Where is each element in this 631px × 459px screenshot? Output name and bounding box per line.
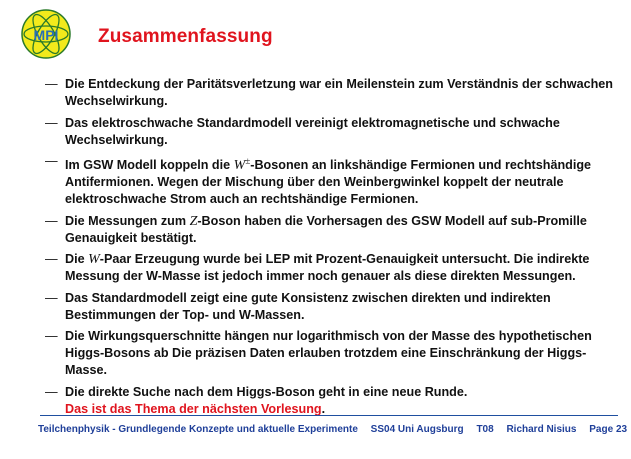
bullet-item xyxy=(45,76,615,110)
bullet-text-post: -Bosonen an linkshändige Fermionen und rechtshändige Antifermionen. Wegen der Mischung über den Weinbergwinkel koppelt der neutrale elektroschwache Strom auch an rechtshändige Fermionen. xyxy=(65,158,592,206)
bullet-item xyxy=(45,153,615,208)
dash-marker: — xyxy=(45,290,58,305)
dash-marker: — xyxy=(45,384,58,399)
dash-marker: — xyxy=(45,252,58,266)
svg-text:MPI: MPI xyxy=(33,27,59,43)
bullet-text: Das elektroschwache Standardmodell vereinigt elektromagnetische und schwache Wechselwirkung. xyxy=(65,115,560,147)
footer-author: Richard Nisius xyxy=(506,424,577,435)
bullet-item xyxy=(45,290,615,324)
dash-marker: — xyxy=(45,115,58,130)
bullet-text-pre: Die xyxy=(65,252,89,266)
bullet-text-pre: Die Messungen zum xyxy=(65,213,190,228)
w-boson-symbol: W± xyxy=(233,156,251,173)
footer-page: Page 23 xyxy=(589,424,628,435)
dash-marker: — xyxy=(45,213,58,228)
footer-course: Teilchenphysik - Grundlegende Konzepte und aktuelle Experimente xyxy=(38,424,358,435)
w-symbol: W xyxy=(88,252,100,267)
bullet-item xyxy=(45,213,615,247)
bullet-text: Die Entdeckung der Paritätsverletzung war ein Meilenstein zum Verständnis der schwachen Wechselwirkung. xyxy=(65,77,613,108)
bullet-item xyxy=(45,115,615,149)
bullet-item xyxy=(45,384,615,418)
page-title: Zusammenfassung xyxy=(98,26,273,47)
footer-code: T08 xyxy=(476,424,494,435)
bullet-text: Das Standardmodell zeigt eine gute Konsistenz zwischen direkten und indirekten Bestimmungen der Top- und W-Massen. xyxy=(65,290,551,322)
mpi-logo xyxy=(20,8,72,60)
bullet-text-post: -Paar Erzeugung wurde bei LEP mit Prozent-Genauigkeit untersucht. Die indirekte Messung der W-Masse ist jedoch immer noch genauer als diese direkten Messungen. xyxy=(65,252,590,283)
z-boson-symbol: Z xyxy=(189,213,198,229)
footer xyxy=(38,424,628,435)
bullet-text: Die Wirkungsquerschnitte hängen nur logarithmisch von der Masse des hypothetischen Higgs-Bosons ab Die präzisen Daten erlauben trotzdem eine Einschränkung der Higgs-Masse. xyxy=(65,329,592,377)
dash-marker: — xyxy=(45,77,58,91)
bullet-text: Die direkte Suche nach dem Higgs-Boson geht in eine neue Runde. xyxy=(65,384,468,399)
footer-divider xyxy=(40,415,618,416)
next-lecture-highlight: Das ist das Thema der nächsten Vorlesung xyxy=(65,401,322,416)
bullet-item xyxy=(45,251,615,285)
dash-marker: — xyxy=(45,329,58,343)
bullet-text-pre: Im GSW Modell koppeln die xyxy=(65,158,234,172)
dash-marker: — xyxy=(45,154,58,168)
bullet-text-post: -Boson haben die Vorhersagen des GSW Modell auf sub-Promille Genauigkeit bestätigt. xyxy=(65,213,587,245)
bullet-item xyxy=(45,328,615,379)
highlight-end: . xyxy=(321,401,326,416)
footer-term: SS04 Uni Augsburg xyxy=(370,424,464,435)
bullet-list xyxy=(45,76,615,422)
